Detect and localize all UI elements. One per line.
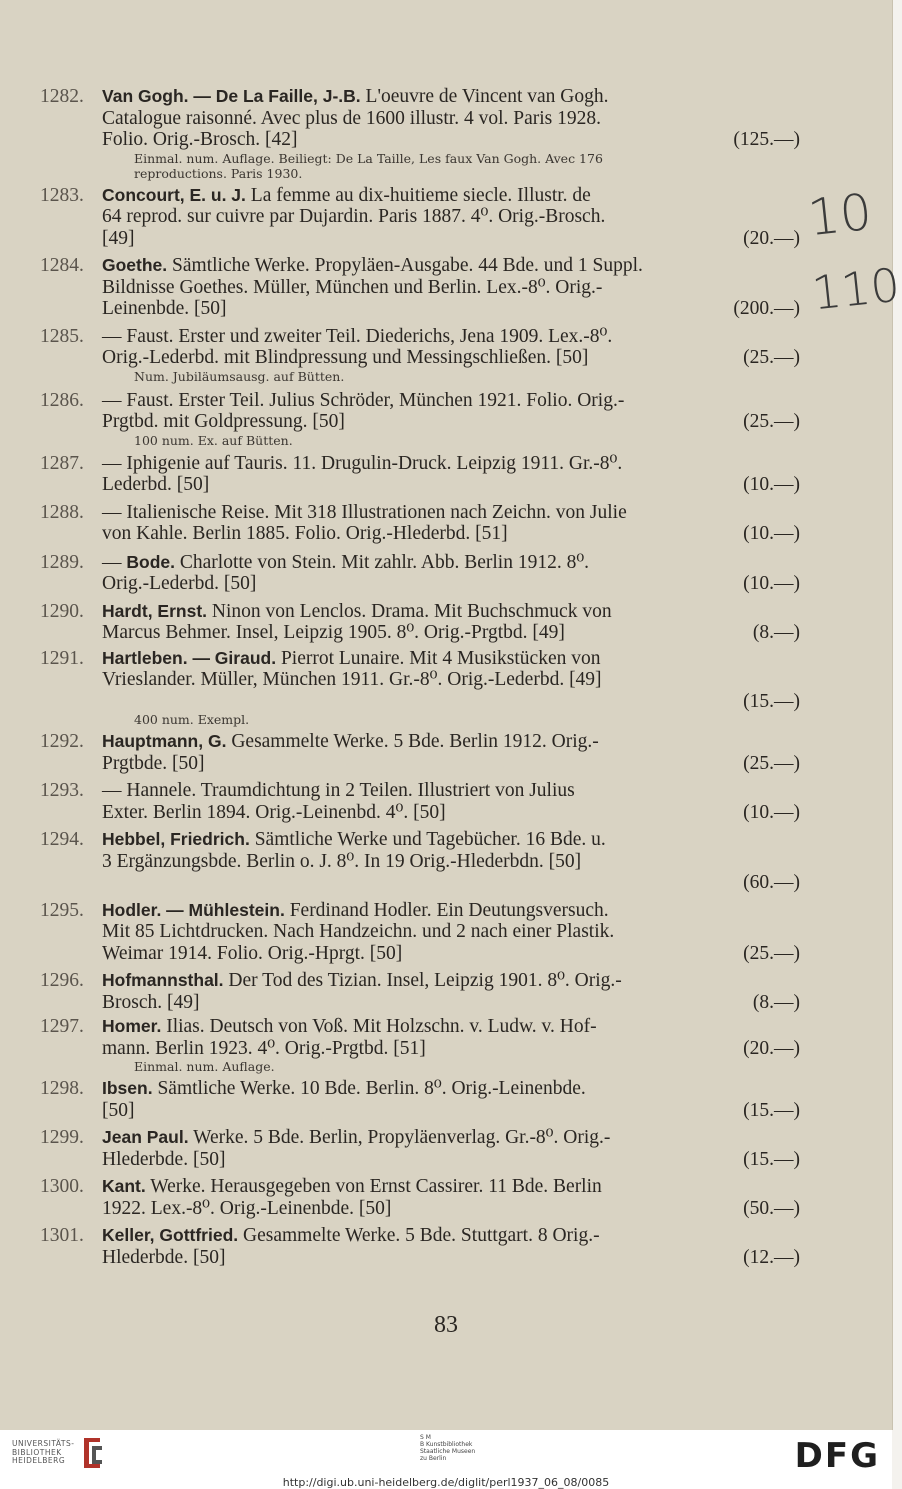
entry-number: 1296. xyxy=(40,970,84,991)
entry-line xyxy=(102,970,800,992)
entry-line-text xyxy=(102,347,588,369)
entry-number: 1297. xyxy=(40,1016,84,1037)
entry-author: Hodler. — Mühlestein. xyxy=(102,899,285,920)
entry-text: Ferdinand Hodler. Ein Deutungsversuch. xyxy=(284,899,609,921)
catalogue-entry xyxy=(40,829,800,894)
entry-price: (60.—) xyxy=(743,872,800,893)
entry-line-text xyxy=(102,552,589,574)
catalogue-entry xyxy=(40,255,800,320)
entry-text: Marcus Behmer. Insel, Leipzig 1905. 8⁰. Orig.-Prgtbd. [49] xyxy=(102,622,565,643)
entry-line-text xyxy=(102,129,298,151)
catalogue-entry xyxy=(40,780,800,823)
page-number: 83 xyxy=(434,1312,458,1338)
entry-author: Concourt, E. u. J. xyxy=(102,184,246,205)
entry-number: 1293. xyxy=(40,780,84,801)
entry-author: Van Gogh. — De La Faille, J-.B. xyxy=(102,86,361,106)
footer-bar xyxy=(0,1430,892,1489)
entry-line xyxy=(102,1225,800,1247)
entry-line-text xyxy=(102,277,602,299)
entry-line xyxy=(102,474,800,496)
entry-line xyxy=(102,390,800,412)
entry-number: 1287. xyxy=(40,452,84,474)
entry-body xyxy=(102,390,800,448)
entry-price: (125.—) xyxy=(733,129,800,150)
entry-line xyxy=(102,255,800,277)
entry-text: Ilias. Deutsch von Voß. Mit Holzschn. v. Ludw. v. Hof- xyxy=(161,1016,597,1037)
entry-text: Folio. Orig.-Brosch. [42] xyxy=(102,129,298,150)
entry-line-text xyxy=(102,829,606,851)
entry-line-text xyxy=(102,228,135,250)
entry-price: (10.—) xyxy=(743,523,800,544)
handwritten-note-b: 110 xyxy=(809,257,902,321)
entry-line xyxy=(102,206,800,228)
entry-line-text xyxy=(102,326,612,348)
entry-text: Charlotte von Stein. Mit zahlr. Abb. Berlin 1912. 8⁰. xyxy=(175,551,590,573)
entry-text: Werke. 5 Bde. Berlin, Propyläenverlag. Gr.-8⁰. Orig.- xyxy=(188,1127,611,1148)
entry-line-text xyxy=(102,601,612,623)
entry-line-text xyxy=(102,1149,225,1171)
catalogue-entry xyxy=(40,1225,800,1268)
entry-text: Brosch. [49] xyxy=(102,991,200,1013)
entry-text: Catalogue raisonné. Avec plus de 1600 illustr. 4 vol. Paris 1928. xyxy=(102,107,601,129)
entry-text: — Faust. Erster Teil. Julius Schröder, München 1921. Folio. Orig.- xyxy=(102,389,625,411)
entry-line-text xyxy=(102,970,622,992)
entry-line-text xyxy=(102,298,227,320)
entry-line-text xyxy=(102,1225,600,1247)
entry-author: Hebbel, Friedrich. xyxy=(102,829,250,849)
entry-number: 1301. xyxy=(40,1225,84,1246)
entry-line-text xyxy=(102,622,565,644)
entry-number: 1289. xyxy=(40,551,84,573)
entry-line-text xyxy=(102,573,256,595)
entry-text: La femme au dix-huitieme siecle. Illustr. de xyxy=(245,184,591,206)
catalogue-entry xyxy=(40,185,800,250)
entry-text: Sämtliche Werke. 10 Bde. Berlin. 8⁰. Orig.-Leinenbde. xyxy=(152,1078,586,1099)
entry-line xyxy=(102,86,800,108)
entry-line xyxy=(102,829,800,851)
entry-text: Leinenbde. [50] xyxy=(102,298,227,319)
entry-text: Werke. Herausgegeben von Ernst Cassirer. 11 Bde. Berlin xyxy=(145,1176,602,1197)
entry-number: 1294. xyxy=(40,829,84,850)
entry-body xyxy=(102,1127,800,1170)
entry-text: Lederbd. [50] xyxy=(102,474,210,495)
entry-author: Keller, Gottfried. xyxy=(102,1225,239,1245)
catalogue-entry xyxy=(40,648,800,728)
entry-line xyxy=(102,943,800,965)
entry-line xyxy=(102,185,800,207)
entry-text: Ninon von Lenclos. Drama. Mit Buchschmuck von xyxy=(207,600,612,622)
entry-line-text xyxy=(102,648,600,670)
catalogue-entry xyxy=(40,1127,800,1170)
entry-number: 1292. xyxy=(40,731,84,752)
entry-body xyxy=(102,900,800,965)
entry-text: Sämtliche Werke. Propyläen-Ausgabe. 44 Bde. und 1 Suppl. xyxy=(167,255,643,276)
entry-line-text xyxy=(102,1198,391,1220)
catalogue-entries xyxy=(40,86,800,1268)
entry-line xyxy=(102,502,800,524)
entry-body xyxy=(102,1176,800,1219)
entry-note: 100 num. Ex. auf Bütten. xyxy=(134,432,293,448)
entry-price: (25.—) xyxy=(743,942,800,964)
entry-line xyxy=(102,228,800,250)
entry-author: Hartleben. — Giraud. xyxy=(102,647,277,668)
entry-line xyxy=(102,552,800,574)
entry-note: reproductions. Paris 1930. xyxy=(134,165,303,181)
entry-line xyxy=(102,1247,800,1269)
entry-line-text xyxy=(102,1100,135,1122)
entry-body xyxy=(102,970,800,1013)
entry-author: Homer. xyxy=(102,1016,162,1036)
entry-author: Hauptmann, G. xyxy=(102,731,227,751)
entry-author: Ibsen. xyxy=(102,1078,153,1098)
entry-text: Orig.-Lederbd. mit Blindpressung und Messingschließen. [50] xyxy=(102,347,589,368)
entry-line-text xyxy=(102,390,624,412)
entry-line xyxy=(102,298,800,320)
entry-number: 1282. xyxy=(40,86,84,107)
entry-line-text xyxy=(102,1078,586,1100)
entry-line-text xyxy=(102,943,402,965)
entry-price: (12.—) xyxy=(743,1246,800,1268)
entry-line xyxy=(102,411,800,433)
entry-line xyxy=(102,1016,800,1038)
catalogue-entry xyxy=(40,552,800,595)
entry-line xyxy=(102,1038,800,1060)
entry-text: Gesammelte Werke. 5 Bde. Berlin 1912. Orig.- xyxy=(226,731,599,752)
catalogue-entry xyxy=(40,453,800,496)
entry-line-text xyxy=(102,108,601,130)
entry-text: Gesammelte Werke. 5 Bde. Stuttgart. 8 Orig.- xyxy=(238,1225,600,1246)
catalogue-entry xyxy=(40,390,800,448)
entry-number: 1291. xyxy=(40,647,84,669)
entry-text: Mit 85 Lichtdrucken. Nach Handzeichn. und 2 nach einer Plastik. xyxy=(102,921,615,942)
entry-number: 1284. xyxy=(40,255,84,276)
entry-line xyxy=(102,780,800,802)
entry-price: (10.—) xyxy=(743,573,800,594)
entry-body xyxy=(102,731,800,774)
dfg-logo: DFG xyxy=(794,1436,880,1476)
entry-line xyxy=(102,648,800,670)
catalogue-entry xyxy=(40,1078,800,1121)
entry-line-text xyxy=(102,780,575,802)
entry-number: 1288. xyxy=(40,501,84,523)
entry-author: Hofmannsthal. xyxy=(102,970,224,990)
entry-text: 1922. Lex.-8⁰. Orig.-Leinenbde. [50] xyxy=(102,1197,392,1219)
entry-price: (15.—) xyxy=(743,1148,800,1170)
entry-line xyxy=(102,601,800,623)
entry-line xyxy=(102,453,800,475)
entry-line-text xyxy=(102,453,622,475)
entry-price: (10.—) xyxy=(743,474,800,495)
entry-line xyxy=(102,573,800,595)
entry-text: Hlederbde. [50] xyxy=(102,1148,226,1170)
entry-body xyxy=(102,326,800,384)
entry-text: 3 Ergänzungsbde. Berlin o. J. 8⁰. In 19 Orig.-Hlederbdn. [50] xyxy=(102,850,582,872)
entry-line xyxy=(102,691,800,713)
entry-text: — Iphigenie auf Tauris. 11. Drugulin-Druck. Leipzig 1911. Gr.-8⁰. xyxy=(102,452,623,474)
smb-kunstbibliothek-label: S M B Kunstbibliothek Staatliche Museen zu Berlin xyxy=(420,1434,476,1462)
entry-line-text xyxy=(102,1176,602,1198)
entry-price: (50.—) xyxy=(743,1197,800,1219)
entry-text: Hlederbde. [50] xyxy=(102,1246,226,1268)
entry-line xyxy=(102,1149,800,1171)
entry-author: Goethe. xyxy=(102,255,168,275)
entry-line xyxy=(102,326,800,348)
entry-line-text xyxy=(102,921,614,943)
entry-line-text xyxy=(102,669,602,691)
entry-price: (8.—) xyxy=(752,991,800,1013)
entry-body xyxy=(102,1016,800,1074)
entry-number: 1286. xyxy=(40,389,84,411)
entry-text: von Kahle. Berlin 1885. Folio. Orig.-Hlederbd. [51] xyxy=(102,523,508,544)
entry-price: (15.—) xyxy=(743,690,800,712)
entry-line xyxy=(102,1198,800,1220)
entry-line-text xyxy=(102,185,591,207)
catalogue-entry xyxy=(40,970,800,1013)
entry-line-text xyxy=(102,851,581,873)
entry-text: Orig.-Lederbd. [50] xyxy=(102,573,257,594)
entry-body xyxy=(102,1225,800,1268)
entry-line xyxy=(102,731,800,753)
entry-line xyxy=(102,1078,800,1100)
entry-text: Sämtliche Werke und Tagebücher. 16 Bde. u. xyxy=(249,829,606,850)
entry-number: 1300. xyxy=(40,1176,84,1197)
entry-number: 1295. xyxy=(40,899,84,921)
entry-line xyxy=(102,921,800,943)
entry-line-text xyxy=(102,1016,597,1038)
entry-text: Weimar 1914. Folio. Orig.-Hprgt. [50] xyxy=(102,942,403,964)
entry-line xyxy=(102,802,800,824)
entry-line-text xyxy=(102,1127,610,1149)
entry-text: Prgtbde. [50] xyxy=(102,752,205,774)
entry-line-text xyxy=(102,1247,225,1269)
catalogue-entry xyxy=(40,86,800,181)
catalogue-entry xyxy=(40,731,800,774)
entry-line-text xyxy=(102,206,605,228)
entry-line-text xyxy=(102,900,609,922)
entry-body xyxy=(102,552,800,595)
entry-line-text xyxy=(102,474,209,496)
entry-price: (8.—) xyxy=(752,622,800,643)
university-logo-icon xyxy=(80,1436,106,1470)
entry-price: (25.—) xyxy=(743,752,800,774)
entry-body xyxy=(102,601,800,644)
entry-note: 400 num. Exempl. xyxy=(134,712,250,727)
entry-number: 1298. xyxy=(40,1078,84,1099)
entry-text: Vrieslander. Müller, München 1911. Gr.-8⁰. Orig.-Lederbd. [49] xyxy=(102,669,602,690)
entry-line-text xyxy=(102,523,508,545)
entry-author: Bode. xyxy=(126,551,175,572)
catalogue-entry xyxy=(40,900,800,965)
catalogue-entry xyxy=(40,601,800,644)
entry-text: Bildnisse Goethes. Müller, München und Berlin. Lex.-8⁰. Orig.- xyxy=(102,276,603,298)
entry-note: Num. Jubiläumsausg. auf Bütten. xyxy=(134,368,345,384)
entry-line xyxy=(102,1127,800,1149)
entry-number: 1290. xyxy=(40,600,84,622)
entry-text: Prgtbd. mit Goldpressung. [50] xyxy=(102,411,345,432)
entry-prefix: — xyxy=(102,551,127,573)
entry-author: Hardt, Ernst. xyxy=(102,600,208,621)
entry-body xyxy=(102,648,800,728)
entry-author: Jean Paul. xyxy=(102,1127,189,1147)
entry-line-text xyxy=(102,411,345,433)
entry-author: Kant. xyxy=(102,1176,146,1196)
entry-line-text xyxy=(102,753,205,775)
entry-line-text xyxy=(102,1038,426,1060)
entry-body xyxy=(102,829,800,894)
entry-note: Einmal. num. Auflage. xyxy=(134,1059,275,1074)
entry-line-text xyxy=(102,86,609,108)
entry-text: L'oeuvre de Vincent van Gogh. xyxy=(360,86,609,107)
entry-line xyxy=(102,669,800,691)
entry-line xyxy=(102,108,800,130)
entry-line xyxy=(102,129,800,151)
entry-line xyxy=(102,753,800,775)
permalink-url[interactable]: http://digi.ub.uni-heidelberg.de/diglit/perl1937_06_08/0085 xyxy=(282,1476,610,1489)
entry-line xyxy=(102,622,800,644)
entry-number: 1299. xyxy=(40,1127,84,1148)
entry-price: (25.—) xyxy=(743,347,800,368)
entry-text: — Italienische Reise. Mit 318 Illustrationen nach Zeichn. von Julie xyxy=(102,501,627,523)
catalogue-entry xyxy=(40,1176,800,1219)
entry-body xyxy=(102,86,800,181)
handwritten-note-a: 10 xyxy=(805,182,875,248)
entry-number: 1285. xyxy=(40,325,84,347)
catalogue-entry xyxy=(40,326,800,384)
entry-line xyxy=(102,523,800,545)
entry-line xyxy=(102,347,800,369)
catalogue-entry xyxy=(40,1016,800,1074)
entry-text: Pierrot Lunaire. Mit 4 Musikstücken von xyxy=(276,647,601,669)
entry-text: 64 reprod. sur cuivre par Dujardin. Paris 1887. 4⁰. Orig.-Brosch. xyxy=(102,206,606,227)
entry-line xyxy=(102,851,800,873)
entry-text: Exter. Berlin 1894. Orig.-Leinenbd. 4⁰. [50] xyxy=(102,801,446,823)
entry-price: (20.—) xyxy=(743,227,800,249)
entry-spacer xyxy=(40,545,800,552)
university-library-label: UNIVERSITÄTS- BIBLIOTHEK HEIDELBERG xyxy=(12,1439,75,1465)
entry-text: mann. Berlin 1923. 4⁰. Orig.-Prgtbd. [51] xyxy=(102,1037,426,1059)
entry-price: (200.—) xyxy=(733,298,800,319)
entry-line xyxy=(102,1100,800,1122)
entry-price: (20.—) xyxy=(743,1037,800,1059)
entry-body xyxy=(102,453,800,496)
entry-body xyxy=(102,780,800,823)
entry-line-text xyxy=(102,802,446,824)
entry-text: [50] xyxy=(102,1099,135,1121)
entry-line-text xyxy=(102,255,643,277)
entry-line xyxy=(102,900,800,922)
entry-line xyxy=(102,872,800,894)
entry-line xyxy=(102,277,800,299)
entry-price: (10.—) xyxy=(743,801,800,823)
entry-price: (15.—) xyxy=(743,1099,800,1121)
entry-text: Der Tod des Tizian. Insel, Leipzig 1901. 8⁰. Orig.- xyxy=(223,970,622,991)
catalogue-entry xyxy=(40,502,800,545)
entry-line-text xyxy=(102,992,199,1014)
entry-text: — Faust. Erster und zweiter Teil. Diederichs, Jena 1909. Lex.-8⁰. xyxy=(102,325,613,347)
entry-line-text xyxy=(102,502,627,524)
entry-number: 1283. xyxy=(40,184,84,206)
entry-text: — Hannele. Traumdichtung in 2 Teilen. Illustriert von Julius xyxy=(102,780,575,801)
entry-body xyxy=(102,1078,800,1121)
entry-line xyxy=(102,992,800,1014)
entry-note: Einmal. num. Auflage. Beiliegt: De La Taille, Les faux Van Gogh. Avec 176 xyxy=(134,150,603,166)
entry-line xyxy=(102,1176,800,1198)
entry-price: (25.—) xyxy=(743,411,800,432)
entry-body xyxy=(102,255,800,320)
entry-text: [49] xyxy=(102,227,135,249)
entry-line-text xyxy=(102,731,599,753)
entry-body xyxy=(102,185,800,250)
entry-body xyxy=(102,502,800,545)
